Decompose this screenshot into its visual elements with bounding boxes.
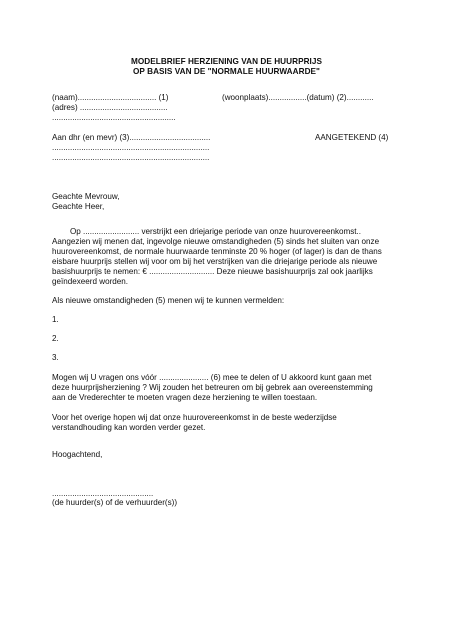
signature-line: ............................................. xyxy=(52,489,154,498)
paragraph-4-line: verstandhouding kan worden verder gezet. xyxy=(52,423,206,432)
paragraph-3-line: Mogen wij U vragen ons vóór ...................... (6) mee te delen of U akkoord kunt gaan met xyxy=(52,373,372,382)
paragraph-1-line: Aangezien wij menen dat, ingevolge nieuwe omstandigheden (5) sinds het sluiten van onze xyxy=(52,237,380,246)
closing: Hoogachtend, xyxy=(52,450,103,459)
document-title-line-2: OP BASIS VAN DE "NORMALE HUURWAARDE" xyxy=(133,67,320,76)
recipient-address-line: ...................................................................... xyxy=(52,143,210,152)
paragraph-1-line: eisbare huurprijs stellen wij voor om bij het verstrijken van die driejarige periode als nieuwe xyxy=(52,257,378,266)
registered-mail-label: AANGETEKEND (4) xyxy=(315,133,389,142)
paragraph-1-line: geïndexeerd worden. xyxy=(52,277,129,286)
paragraph-3-line: aan de Vrederechter te moeten vragen deze herziening te willen toestaan. xyxy=(52,393,318,402)
sender-address-line: (adres) ....................................... xyxy=(52,103,168,112)
paragraph-1-line: huurovereenkomst, de normale huurwaarde tenminste 20 % hoger (of lager) is dan de thans xyxy=(52,247,382,256)
list-item-3: 3. xyxy=(52,353,59,362)
sender-address-line-2: ....................................................... xyxy=(52,113,176,122)
paragraph-1-line: basishuurprijs te nemen: € ............................. Deze nieuwe basishuurprijs zal ook jaarlijks xyxy=(52,267,373,276)
recipient-address-line-2: ...................................................................... xyxy=(52,153,210,162)
signature-label: (de huurder(s) of de verhuurder(s)) xyxy=(52,498,178,507)
paragraph-2: Als nieuwe omstandigheden (5) menen wij te kunnen vermelden: xyxy=(52,296,285,305)
sender-name-line: (naam)................................... (1) xyxy=(52,93,169,102)
paragraph-3-line: deze huurprijsherziening ? Wij zouden het betreuren om bij gebrek aan overeenstemming xyxy=(52,383,373,392)
document-title-line-1: MODELBRIEF HERZIENING VAN DE HUURPRIJS xyxy=(131,57,322,66)
sender-city-date-line: (woonplaats).................(datum) (2)............ xyxy=(222,93,374,102)
paragraph-1-line: Op ......................... verstrijkt een driejarige periode van onze huurovereenkomst.. xyxy=(52,227,362,236)
paragraph-4-line: Voor het overige hopen wij dat onze huurovereenkomst in de beste wederzijdse xyxy=(52,413,337,422)
list-item-2: 2. xyxy=(52,334,59,343)
salutation-madam: Geachte Mevrouw, xyxy=(52,192,120,201)
recipient-line: Aan dhr (en mevr) (3).................................... xyxy=(52,133,211,142)
salutation-sir: Geachte Heer, xyxy=(52,202,105,211)
list-item-1: 1. xyxy=(52,315,59,324)
